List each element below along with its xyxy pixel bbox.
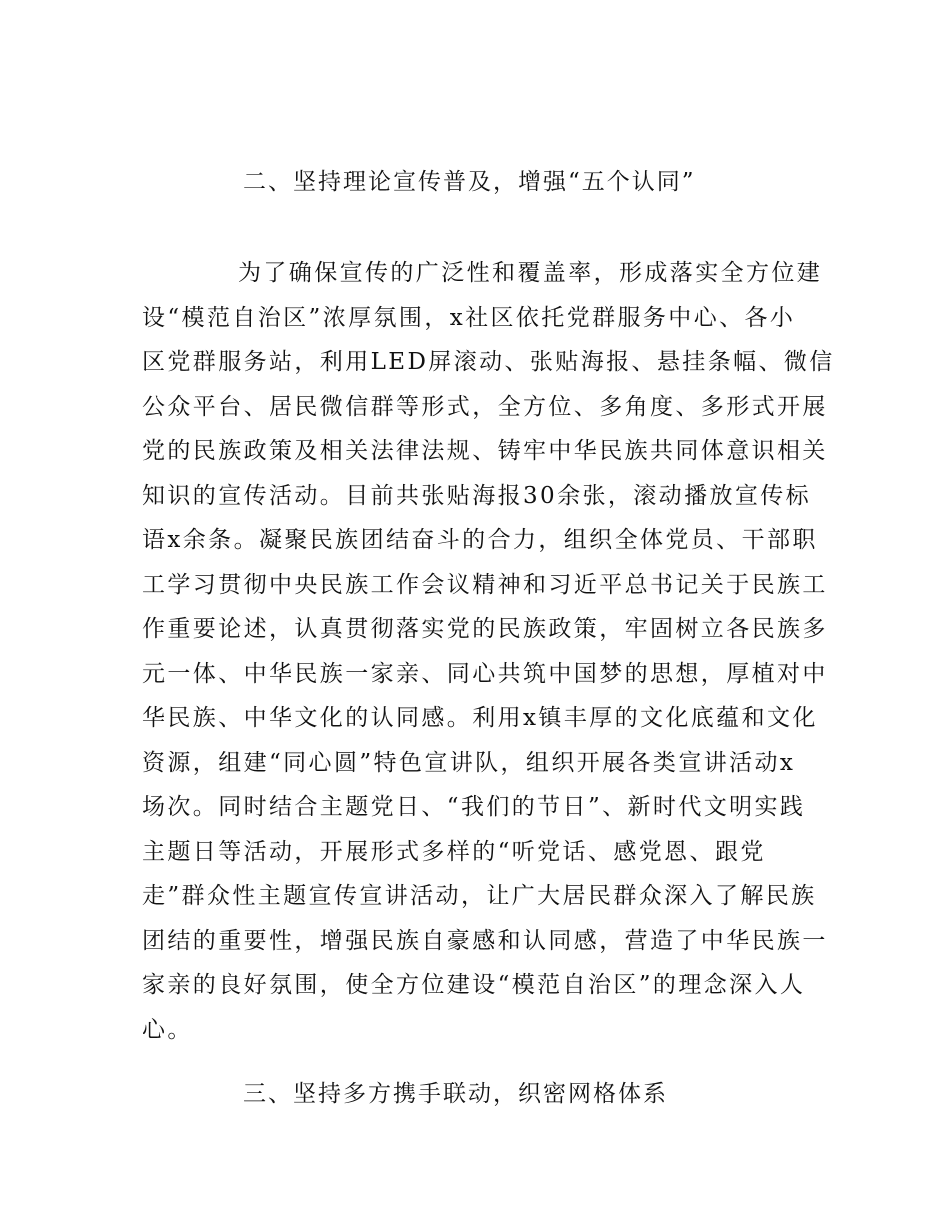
paragraph-line: 公众平台、居民微信群等形式，全方位、多角度、多形式开展 [142, 393, 828, 420]
paragraph-line: 为了确保宣传的广泛性和覆盖率，形成落实全方位建 [238, 260, 823, 286]
paragraph-line: 元一体、中华民族一家亲、同心共筑中国梦的思想，厚植对中 [142, 660, 828, 687]
paragraph-line: 场次。同时结合主题党日、“我们的节日”、新时代文明实践 [142, 794, 806, 820]
paragraph-line: 资源，组建“同心圆”特色宣讲队，组织开展各类宣讲活动x [142, 749, 796, 776]
paragraph-line: 心。 [142, 1016, 193, 1043]
paragraph-line: 工学习贯彻中央民族工作会议精神和习近平总书记关于民族工 [142, 571, 828, 598]
paragraph-line: 家亲的良好氛围，使全方位建设“模范自治区”的理念深入人 [142, 972, 806, 998]
section-2-paragraph [142, 251, 835, 1052]
paragraph-line: 主题日等活动，开展形式多样的“听党话、感党恩、跟党 [142, 838, 766, 865]
paragraph-line: 语x余条。凝聚民族团结奋斗的合力，组织全体党员、干部职 [142, 527, 818, 553]
section-heading-3: 三、坚持多方携手联动，织密网格体系 [243, 1081, 668, 1107]
paragraph-line: 作重要论述，认真贯彻落实党的民族政策，牢固树立各民族多 [142, 616, 828, 642]
paragraph-line: 知识的宣传活动。目前共张贴海报30余张，滚动播放宣传标 [142, 482, 812, 509]
paragraph-line: 团结的重要性，增强民族自豪感和认同感，营造了中华民族一 [142, 927, 828, 954]
paragraph-line: 华民族、中华文化的认同感。利用x镇丰厚的文化底蕴和文化 [142, 705, 818, 731]
paragraph-line: 走”群众性主题宣传宣讲活动，让广大居民群众深入了解民族 [142, 883, 817, 909]
paragraph-line: 党的民族政策及相关法律法规、铸牢中华民族共同体意识相关 [142, 438, 828, 464]
paragraph-line: 设“模范自治区”浓厚氛围，x社区依托党群服务中心、各小 [142, 304, 796, 331]
paragraph-line: 区党群服务站，利用LED屏滚动、张贴海报、悬挂条幅、微信 [142, 349, 835, 375]
section-heading-2: 二、坚持理论宣传普及，增强“五个认同” [243, 169, 696, 195]
